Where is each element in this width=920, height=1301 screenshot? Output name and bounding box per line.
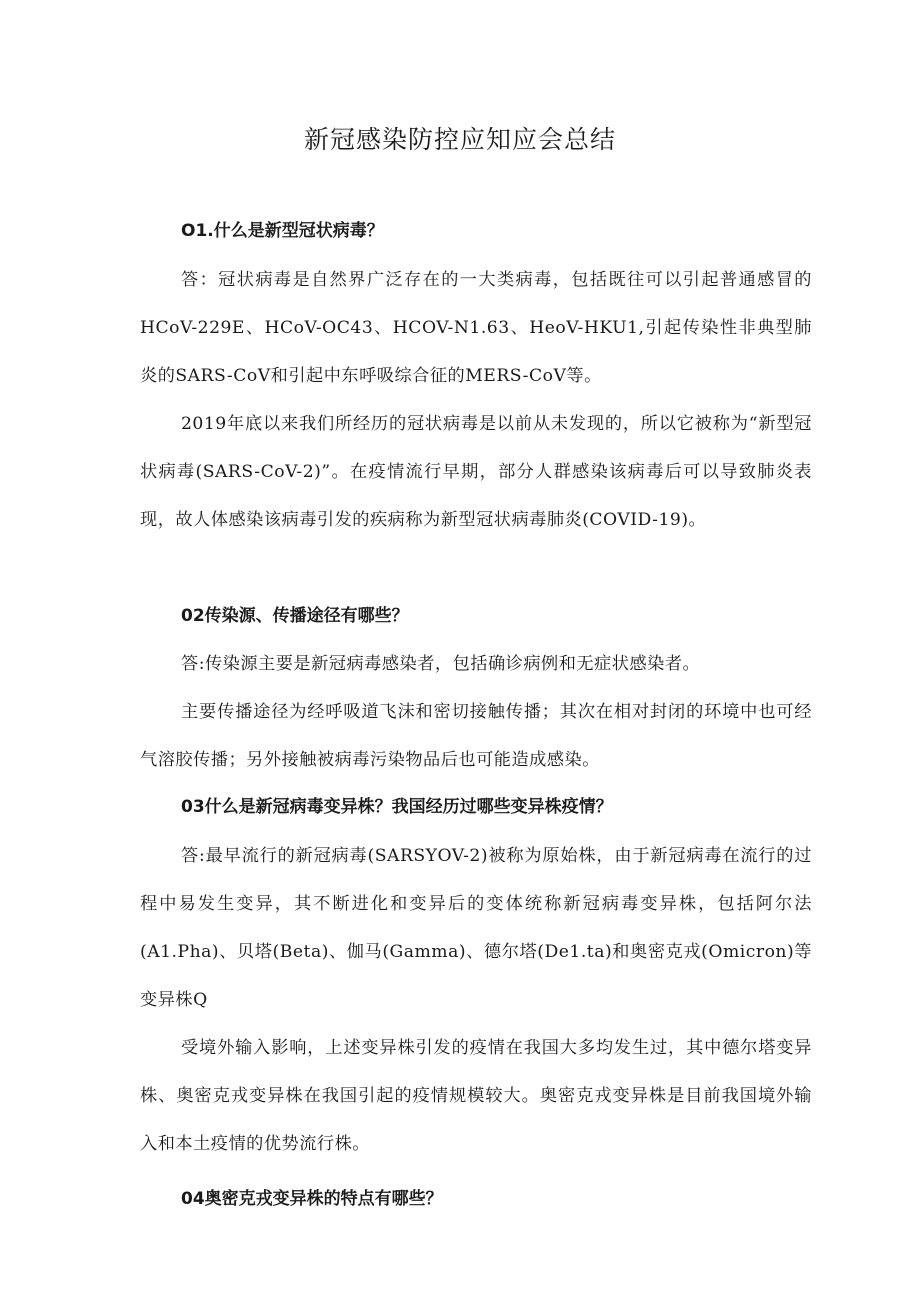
answer-paragraph-1-2: 2019年底以来我们所经历的冠状病毒是以前从未发现的，所以它被称为“新型冠状病毒(SARS-CoV-2)”。在疫情流行早期，部分人群感染该病毒后可以导致肺炎表现，故人体感染该病毒引发的疾病称为新型冠状病毒肺炎(COVID-19)。 xyxy=(140,414,812,530)
question-heading-1: O1.什么是新型冠状病毒？ xyxy=(181,221,384,241)
question-heading-2: 02传染源、传播途径有哪些？ xyxy=(181,606,409,626)
answer-paragraph-2-1: 答:传染源主要是新冠病毒感染者，包括确诊病例和无症状感染者。 xyxy=(181,654,701,674)
answer-paragraph-3-2: 受境外输入影响，上述变异株引发的疫情在我国大多均发生过，其中德尔塔变异株、奥密克戎变异株在我国引起的疫情规模较大。奥密克戎变异株是目前我国境外输入和本土疫情的优势流行株。 xyxy=(140,1038,812,1154)
answer-paragraph-3-1: 答:最早流行的新冠病毒(SARSYOV-2)被称为原始株，由于新冠病毒在流行的过程中易发生变异，其不断进化和变异后的变体统称新冠病毒变异株，包括阿尔法(A1.Pha)、贝塔(Beta)、伽马(Gamma)、德尔塔(De1.ta)和奥密克戎(Omicron)等变异株Q xyxy=(140,846,812,1010)
question-heading-3: 03什么是新冠病毒变异株？我国经历过哪些变异株疫情？ xyxy=(181,797,613,817)
question-heading-4: 04奥密克戎变异株的特点有哪些？ xyxy=(181,1189,443,1209)
answer-paragraph-2-2: 主要传播途径为经呼吸道飞沫和密切接触传播；其次在相对封闭的环境中也可经气溶胶传播；另外接触被病毒污染物品后也可能造成感染。 xyxy=(140,702,812,770)
answer-paragraph-1-1: 答：冠状病毒是自然界广泛存在的一大类病毒，包括既往可以引起普通感冒的HCoV-229E、HCoV-OC43、HCOV-N1.63、HeoV-HKU1,引起传染性非典型肺炎的SARS-CoV和引起中东呼吸综合征的MERS-CoV等。 xyxy=(140,270,812,386)
document-title: 新冠感染防控应知应会总结 xyxy=(303,125,616,154)
